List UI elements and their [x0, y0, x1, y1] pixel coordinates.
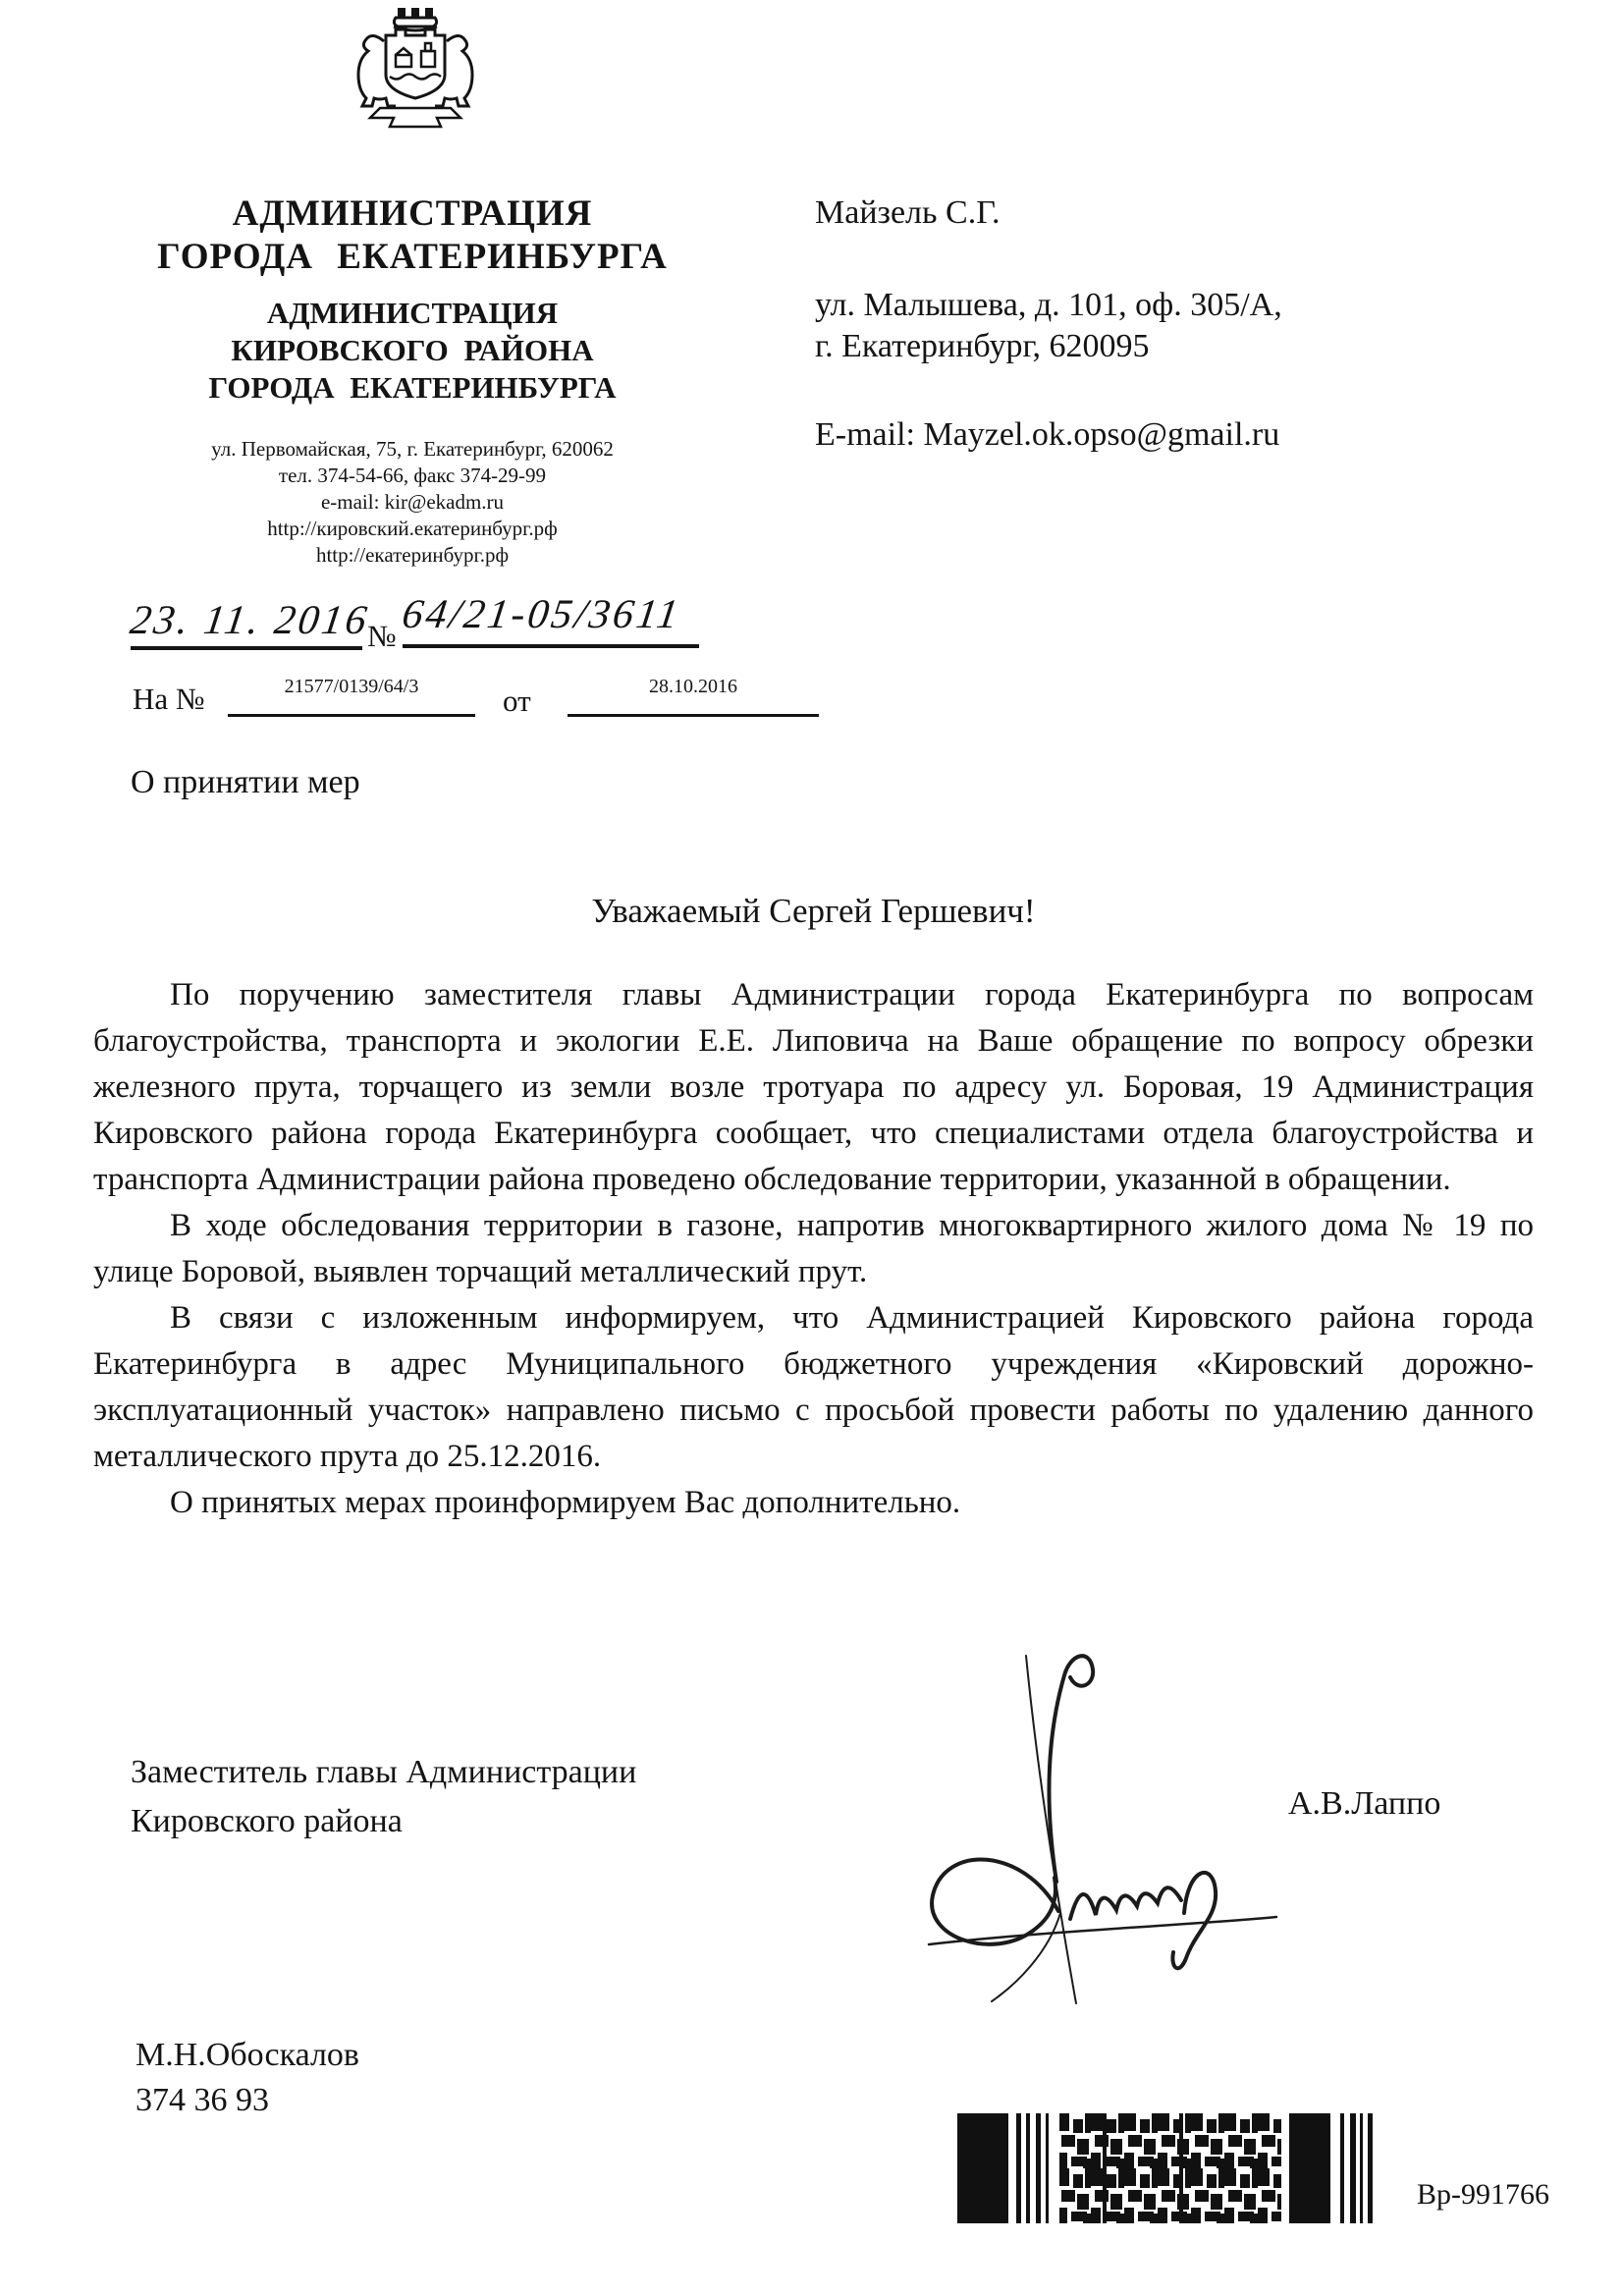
- letter-body: [93, 972, 1534, 1526]
- org-district-line1: АДМИНИСТРАЦИЯ: [266, 296, 559, 330]
- salutation: Уважаемый Сергей Гершевич!: [591, 892, 1036, 930]
- recipient-name: Майзель С.Г.: [815, 194, 1001, 231]
- org-name-city: [93, 192, 731, 279]
- signer-position-line2: Кировского района: [131, 1803, 403, 1839]
- executor-block: [135, 2033, 359, 2123]
- letterhead-contacts: [93, 436, 731, 569]
- body-paragraph-2: В ходе обследования территории в газоне, напротив многоквартирного жилого дома № 19 по улице Боровой, выявлен торчащий металлический прут.: [93, 1208, 1534, 1289]
- letterhead: [93, 192, 731, 569]
- executor-name: М.Н.Обоскалов: [135, 2037, 359, 2073]
- subject-line: О принятии мер: [131, 764, 360, 800]
- yekaterinburg-coat-of-arms-icon: [339, 6, 492, 132]
- org-district-line2: КИРОВСКОГО РАЙОНА: [231, 333, 594, 367]
- barcode-label: Вр-991766: [1417, 2178, 1549, 2211]
- from-label: от: [503, 683, 531, 718]
- barcode-icon: [957, 2113, 1401, 2223]
- incoming-number: 21577/0139/64/3: [228, 676, 475, 717]
- body-paragraph-1: По поручению заместителя главы Администрации города Екатеринбурга по вопросам благоустройства, транспорта и экологии Е.Е. Липовича на Ваше обращение по вопросу обрезки железного прута, торчащего из земли возле тротуара по адресу ул. Боровая, 19 Администрация Кировского района города Екатеринбурга сообщает, что специалистами отдела благоустройства и транспорта Администрации района проведено обследование территории, указанной в обращении.: [93, 977, 1534, 1197]
- incoming-date: 28.10.2016: [568, 676, 819, 717]
- letterhead-site-city: http://екатеринбург.рф: [315, 543, 510, 567]
- recipient-block: [815, 192, 1443, 456]
- signer-position-line1: Заместитель главы Администрации: [131, 1754, 637, 1790]
- executor-phone: 374 36 93: [135, 2082, 269, 2118]
- recipient-address-line1: ул. Малышева, д. 101, оф. 305/А,: [815, 287, 1282, 323]
- signer-position: [131, 1748, 636, 1846]
- signer-name: А.В.Лаппо: [1288, 1785, 1441, 1822]
- letterhead-site-district: http://кировский.екатеринбург.рф: [267, 517, 558, 540]
- recipient-email: E-mail: Mayzel.ok.opso@gmail.ru: [815, 416, 1280, 453]
- reply-to-label: На №: [133, 682, 205, 716]
- outgoing-number-handwritten: 64/21-05/3611: [403, 591, 699, 648]
- letterhead-email: e-mail: kir@ekadm.ru: [320, 490, 505, 514]
- recipient-address-line2: г. Екатеринбург, 620095: [815, 328, 1150, 364]
- org-city-line1: АДМИНИСТРАЦИЯ: [232, 193, 593, 234]
- number-sign-label: №: [367, 619, 397, 653]
- letterhead-address: ул. Первомайская, 75, г. Екатеринбург, 620062: [211, 437, 614, 461]
- letterhead-phone: тел. 374-54-66, факс 374-29-99: [278, 464, 547, 487]
- outgoing-date-handwritten: 23. 11. 2016: [131, 597, 362, 650]
- org-city-line2: ГОРОДА ЕКАТЕРИНБУРГА: [157, 237, 668, 277]
- org-name-district: [93, 295, 731, 407]
- body-paragraph-3: В связи с изложенным информируем, что Администрацией Кировского района города Екатеринбурга в адрес Муниципального бюджетного учреждения «Кировский дорожно-эксплуатационный участок» направлено письмо с просьбой провести работы по удалению данного металлического прута до 25.12.2016.: [93, 1300, 1534, 1474]
- body-paragraph-4: О принятых мерах проинформируем Вас дополнительно.: [170, 1485, 961, 1520]
- org-district-line3: ГОРОДА ЕКАТЕРИНБУРГА: [208, 370, 617, 405]
- handwritten-signature-icon: [901, 1618, 1306, 2011]
